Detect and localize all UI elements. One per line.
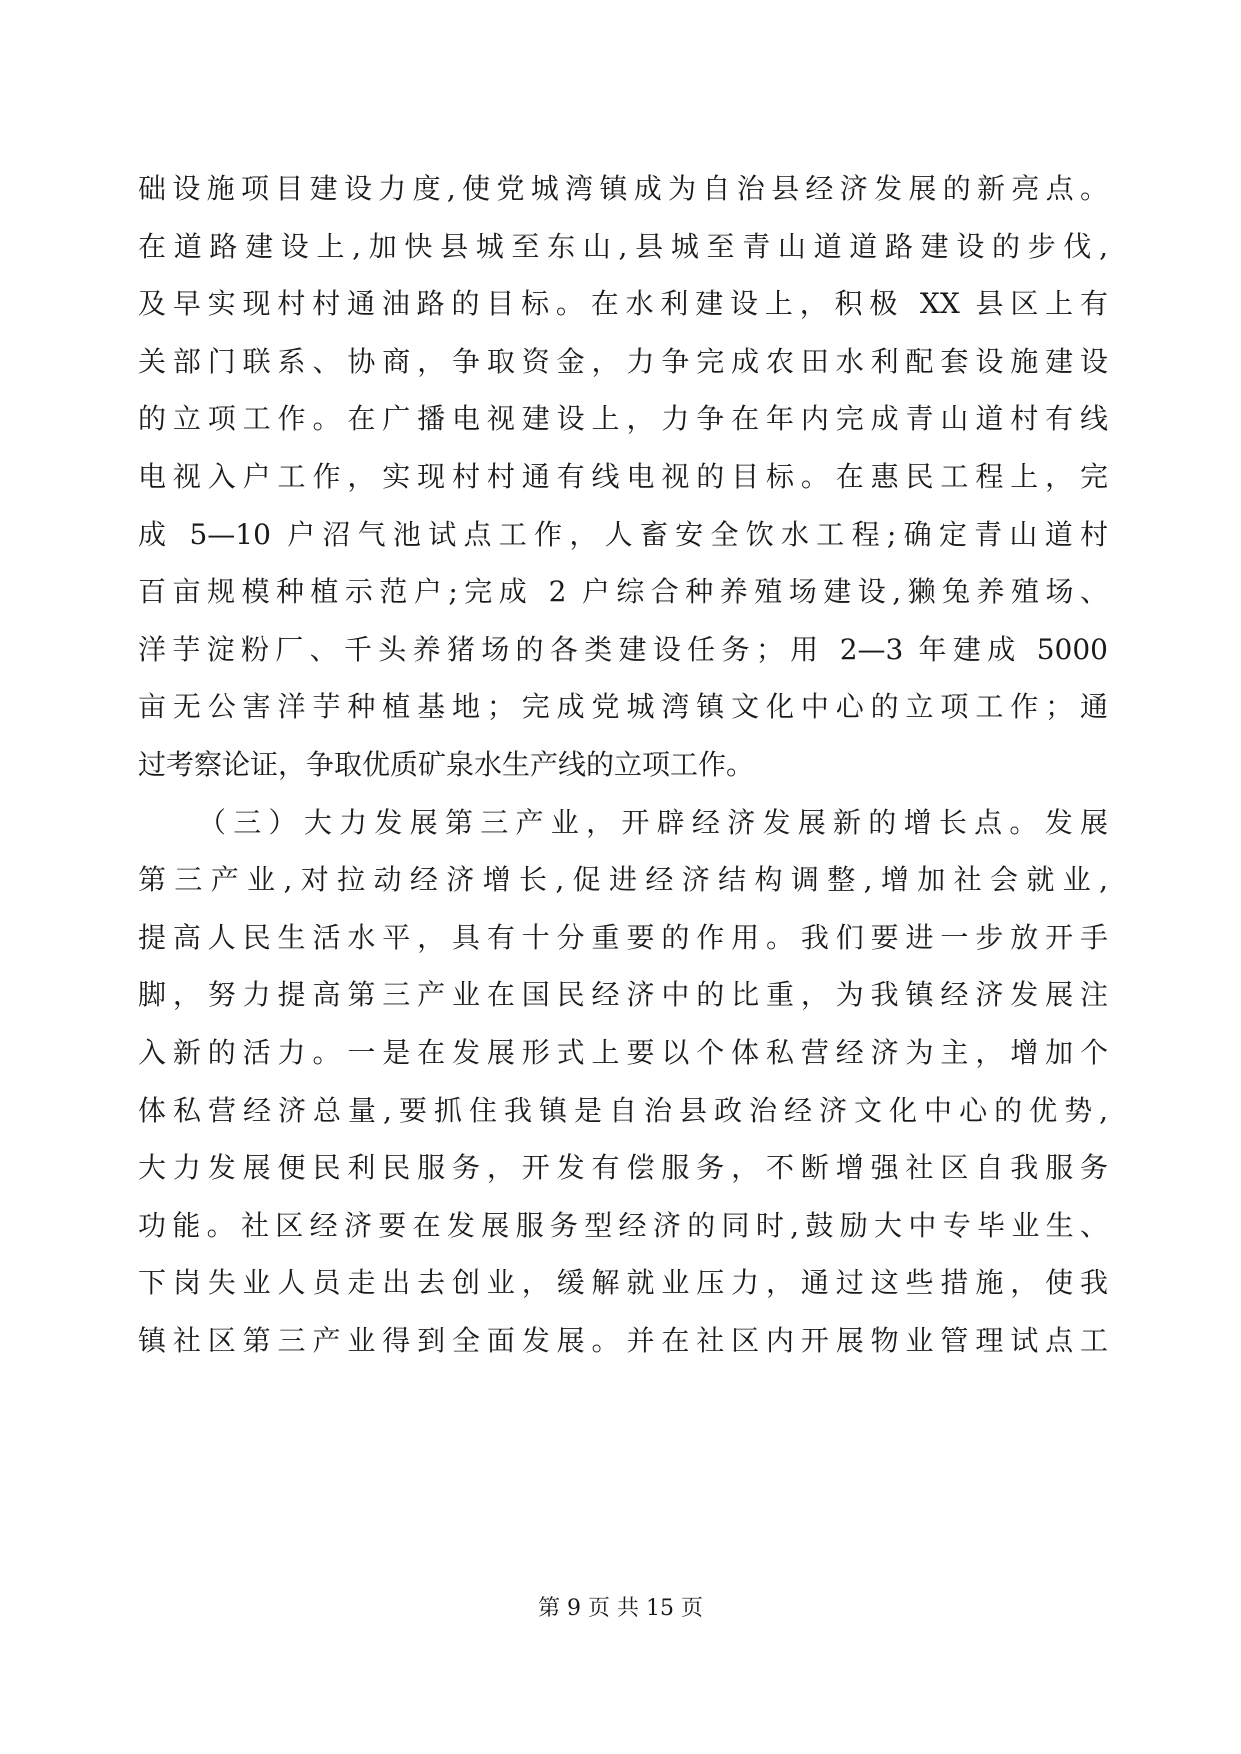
text-line: 脚，努力提高第三产业在国民经济中的比重，为我镇经济发展注 [138,978,1108,1012]
text-line-section-heading: （三）大力发展第三产业，开辟经济发展新的增长点。发展 [198,805,1108,839]
text-line: 关部门联系、协商，争取资金，力争完成农田水利配套设施建设 [138,344,1108,378]
text-line: 成 5—10 户沼气池试点工作，人畜安全饮水工程;确定青山道村 [138,517,1108,551]
text-line: 础设施项目建设力度,使党城湾镇成为自治县经济发展的新亮点。 [138,172,1108,205]
text-line: 提高人民生活水平，具有十分重要的作用。我们要进一步放开手 [138,920,1108,954]
text-line-paragraph-end: 过考察论证，争取优质矿泉水生产线的立项工作。 [138,747,755,781]
text-line: 镇社区第三产业得到全面发展。并在社区内开展物业管理试点工 [138,1323,1108,1357]
text-line: 体私营经济总量,要抓住我镇是自治县政治经济文化中心的优势, [138,1093,1108,1127]
text-line: 入新的活力。一是在发展形式上要以个体私营经济为主，增加个 [138,1035,1108,1069]
text-line: 洋芋淀粉厂、千头养猪场的各类建设任务；用 2—3 年建成 5000 [138,632,1108,666]
text-line: 的立项工作。在广播电视建设上，力争在年内完成青山道村有线 [138,402,1108,436]
text-line: 第三产业,对拉动经济增长,促进经济结构调整,增加社会就业, [138,863,1108,897]
text-line: 大力发展便民利民服务，开发有偿服务，不断增强社区自我服务 [138,1151,1108,1185]
text-line: 亩无公害洋芋种植基地；完成党城湾镇文化中心的立项工作；通 [138,690,1108,724]
text-line: 及早实现村村通油路的目标。在水利建设上，积极 XX 县区上有 [138,287,1108,321]
text-line: 电视入户工作，实现村村通有线电视的目标。在惠民工程上，完 [138,459,1108,493]
text-line: 下岗失业人员走出去创业，缓解就业压力，通过这些措施，使我 [138,1266,1108,1300]
page-number-footer: 第 9 页 共 15 页 [538,1596,703,1621]
document-body [138,160,1108,1369]
text-line: 在道路建设上,加快县城至东山,县城至青山道道路建设的步伐, [138,229,1108,263]
text-line: 功能。社区经济要在发展服务型经济的同时,鼓励大中专毕业生、 [138,1208,1108,1242]
text-line: 百亩规模种植示范户;完成 2 户综合种养殖场建设,獭兔养殖场、 [138,575,1108,609]
